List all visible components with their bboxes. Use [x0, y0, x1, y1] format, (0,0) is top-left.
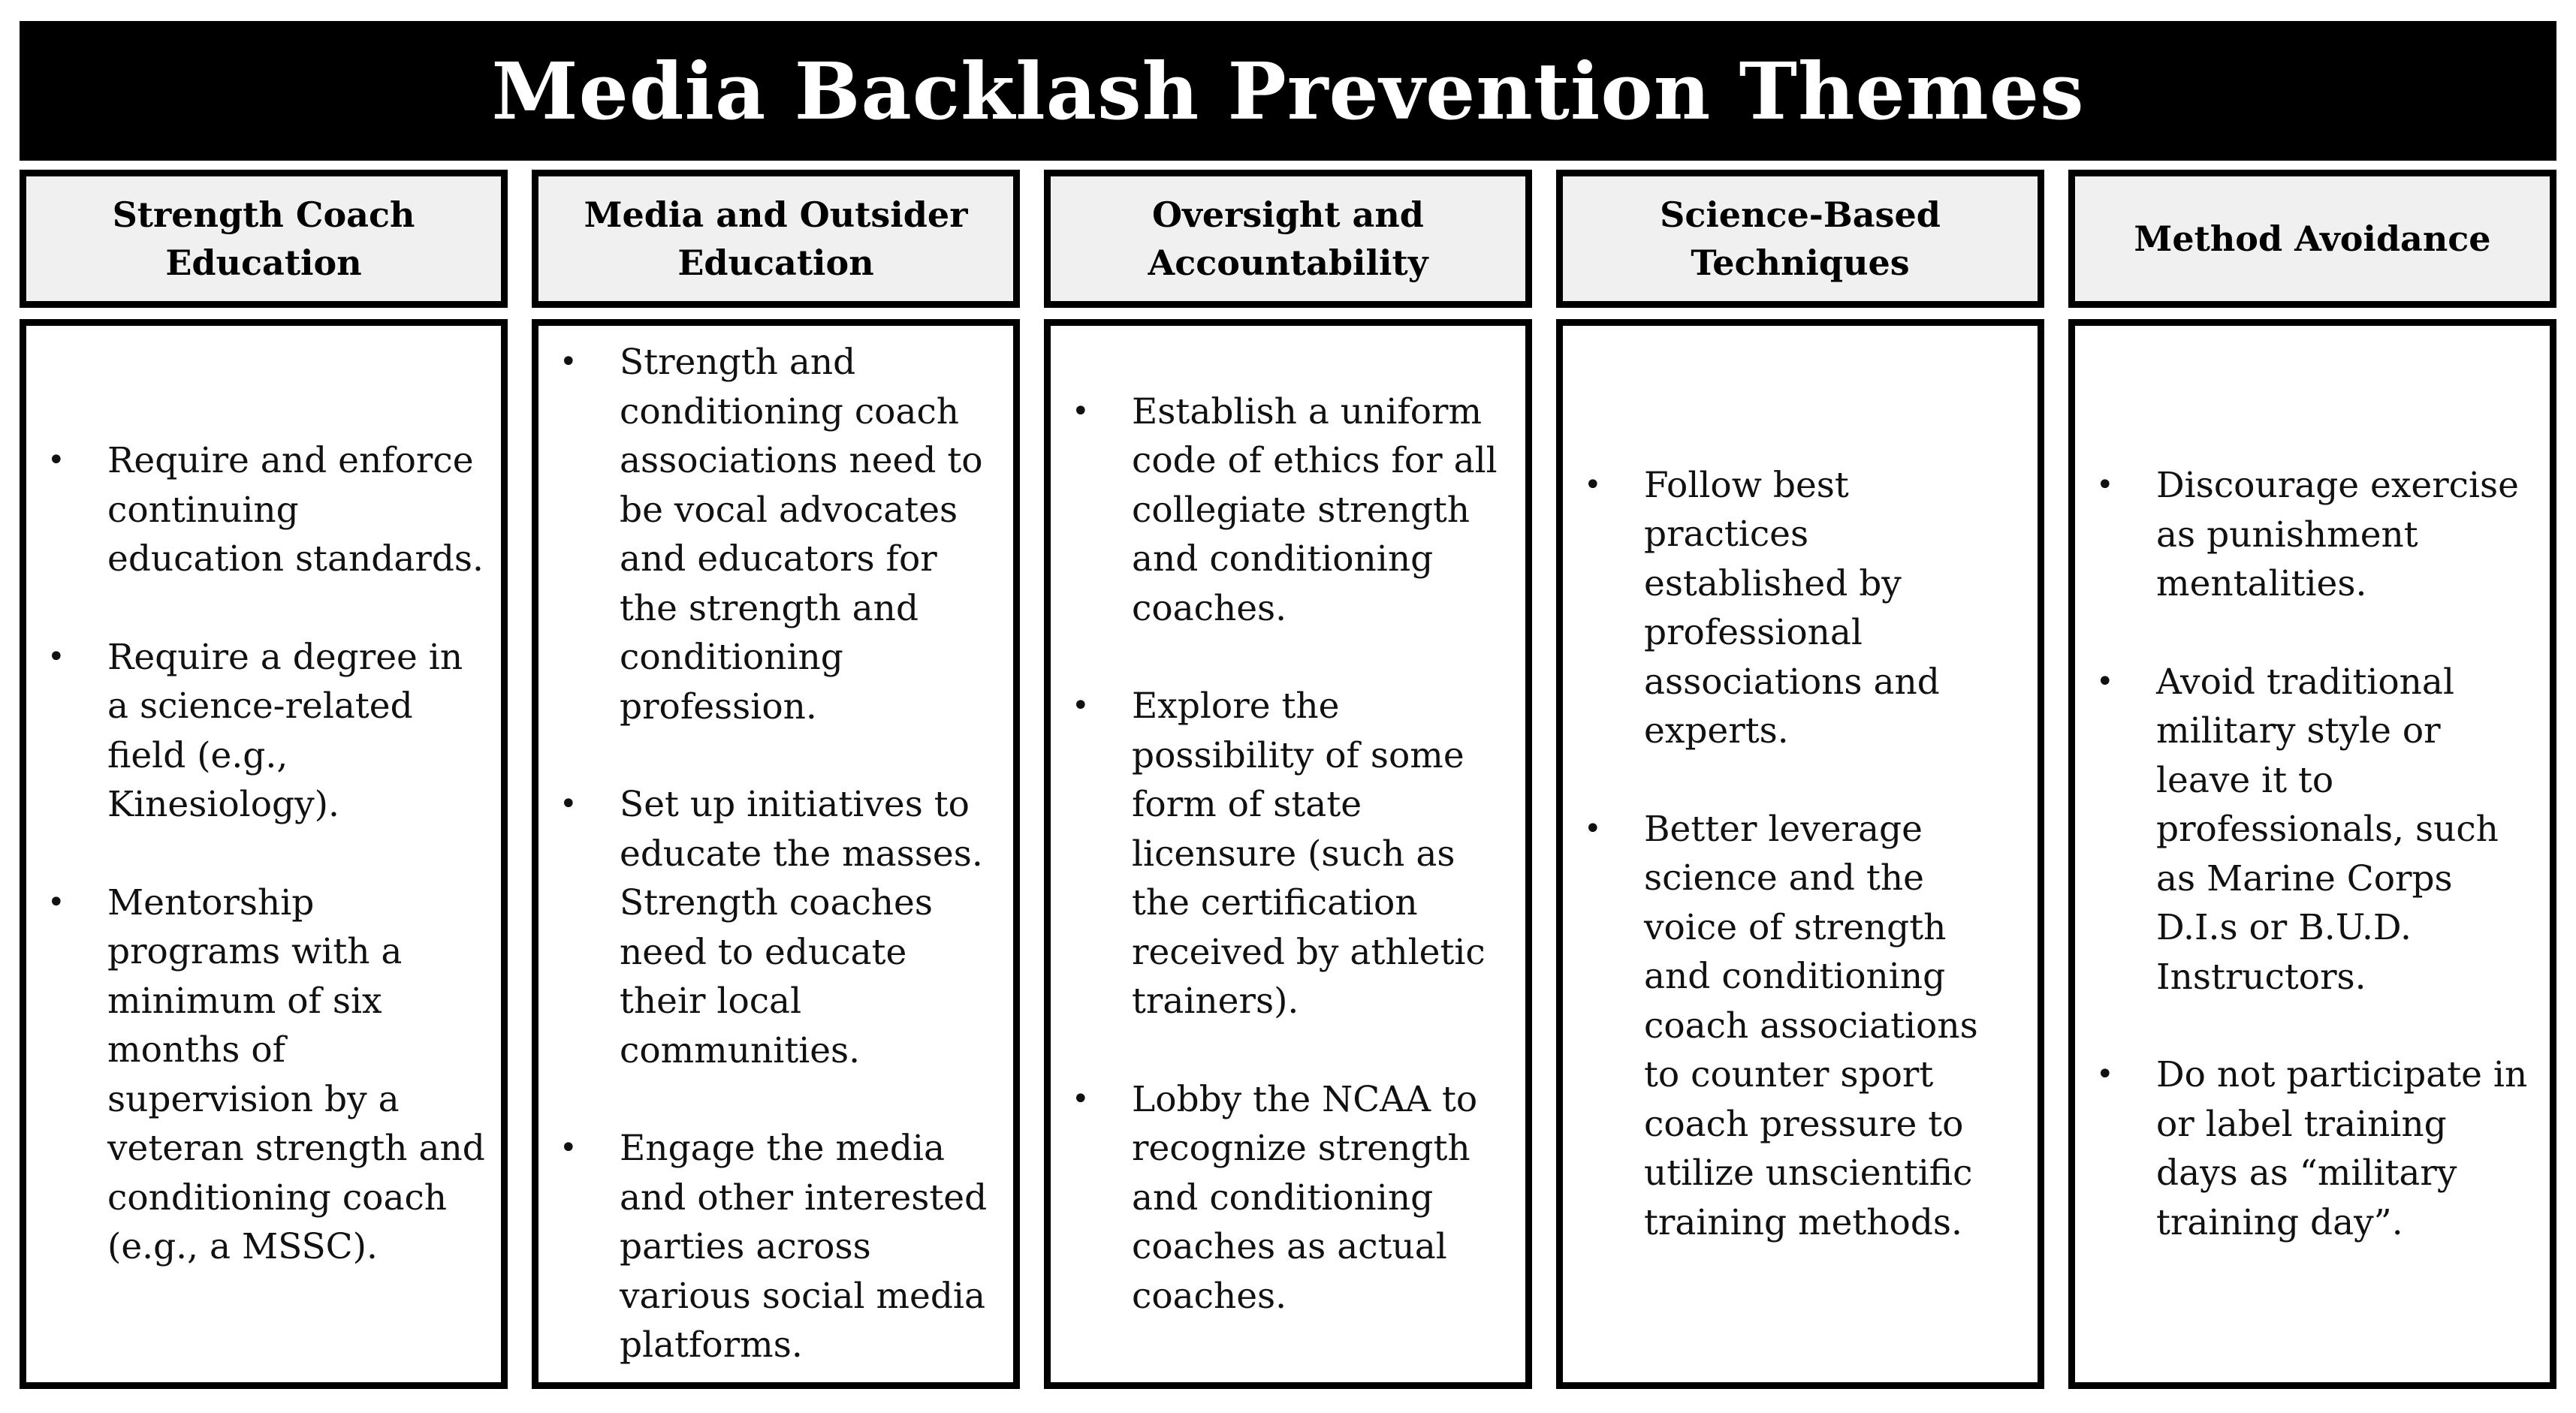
bullet-list	[26, 436, 501, 1272]
theme-column-oversight-and-accountability	[1044, 170, 1532, 1389]
column-header: Oversight and Accountability	[1044, 170, 1532, 308]
list-item	[1563, 461, 2022, 756]
bullet-icon: •	[47, 443, 65, 478]
list-item	[26, 436, 486, 584]
list-item-text: Strength and conditioning coach associations need to be vocal advocates and educators for the strength and conditioning profession.	[620, 342, 983, 728]
bullet-icon: •	[47, 639, 65, 674]
list-item	[2075, 1050, 2535, 1247]
column-body	[532, 319, 1020, 1389]
list-item-text: Avoid traditional military style or leave it to professionals, such as Marine Corps D.I.s or B.U.D. Instructors.	[2156, 661, 2499, 998]
theme-column-science-based-techniques	[1556, 170, 2044, 1389]
list-item-text: Better leverage science and the voice of strength and conditioning coach associations to counter sport coach pressure to utilize unscientific training methods.	[1644, 808, 1978, 1243]
list-item	[2075, 461, 2535, 609]
bullet-icon: •	[1072, 688, 1090, 724]
bullet-list	[2075, 461, 2550, 1247]
list-item	[538, 338, 998, 731]
bullet-icon: •	[1584, 467, 1602, 502]
list-item-text: Require a degree in a science-related field (e.g., Kinesiology).	[107, 636, 463, 826]
list-item-text: Explore the possibility of some form of state licensure (such as the certification received by athletic trainers).	[1132, 685, 1486, 1023]
column-header: Media and Outsider Education	[532, 170, 1020, 308]
list-item	[1051, 1075, 1510, 1321]
list-item	[538, 780, 998, 1075]
bullet-list	[1563, 461, 2038, 1248]
list-item-text: Discourage exercise as punishment mentalities.	[2156, 465, 2519, 604]
theme-column-media-and-outsider-education	[532, 170, 1020, 1389]
list-item-text: Require and enforce continuing education standards.	[107, 440, 484, 580]
bullet-icon: •	[2096, 664, 2114, 699]
bullet-icon: •	[560, 1131, 578, 1166]
page-title: Media Backlash Prevention Themes	[20, 21, 2556, 161]
column-header: Strength Coach Education	[20, 170, 508, 308]
list-item-text: Follow best practices established by professional associations and experts.	[1644, 464, 1940, 752]
theme-column-strength-coach-education	[20, 170, 508, 1389]
bullet-icon: •	[560, 345, 578, 380]
list-item-text: Do not participate in or label training days as “military training day”.	[2156, 1054, 2528, 1243]
theme-column-method-avoidance	[2068, 170, 2556, 1389]
bullet-icon: •	[2096, 1057, 2114, 1092]
list-item	[26, 633, 486, 830]
list-item-text: Lobby the NCAA to recognize strength and conditioning coaches as actual coaches.	[1132, 1078, 1478, 1317]
bullet-icon: •	[1072, 393, 1090, 429]
bullet-list	[1051, 387, 1525, 1321]
list-item	[1051, 682, 1510, 1026]
list-item	[2075, 658, 2535, 1002]
bullet-list	[538, 338, 1013, 1370]
column-header: Science-Based Techniques	[1556, 170, 2044, 308]
list-item-text: Set up initiatives to educate the masses. Strength coaches need to educate their local communities.	[620, 784, 983, 1071]
list-item	[26, 878, 486, 1272]
column-body	[1044, 319, 1532, 1389]
bullet-icon: •	[1072, 1081, 1090, 1116]
column-body	[1556, 319, 2044, 1389]
list-item	[1051, 387, 1510, 634]
list-item	[1563, 805, 2022, 1248]
column-body	[20, 319, 508, 1389]
list-item-text: Establish a uniform code of ethics for all collegiate strength and conditioning coaches.	[1132, 390, 1498, 629]
bullet-icon: •	[2096, 468, 2114, 502]
column-body	[2068, 319, 2556, 1389]
bullet-icon: •	[560, 787, 578, 822]
list-item-text: Engage the media and other interested parties across various social media platforms.	[620, 1128, 988, 1366]
list-item	[538, 1124, 998, 1370]
bullet-icon: •	[1584, 811, 1602, 846]
bullet-icon: •	[47, 884, 65, 920]
list-item-text: Mentorship programs with a minimum of six months of supervision by a veteran strength and conditioning coach (e.g., a MSSC).	[107, 881, 485, 1268]
column-header: Method Avoidance	[2068, 170, 2556, 308]
